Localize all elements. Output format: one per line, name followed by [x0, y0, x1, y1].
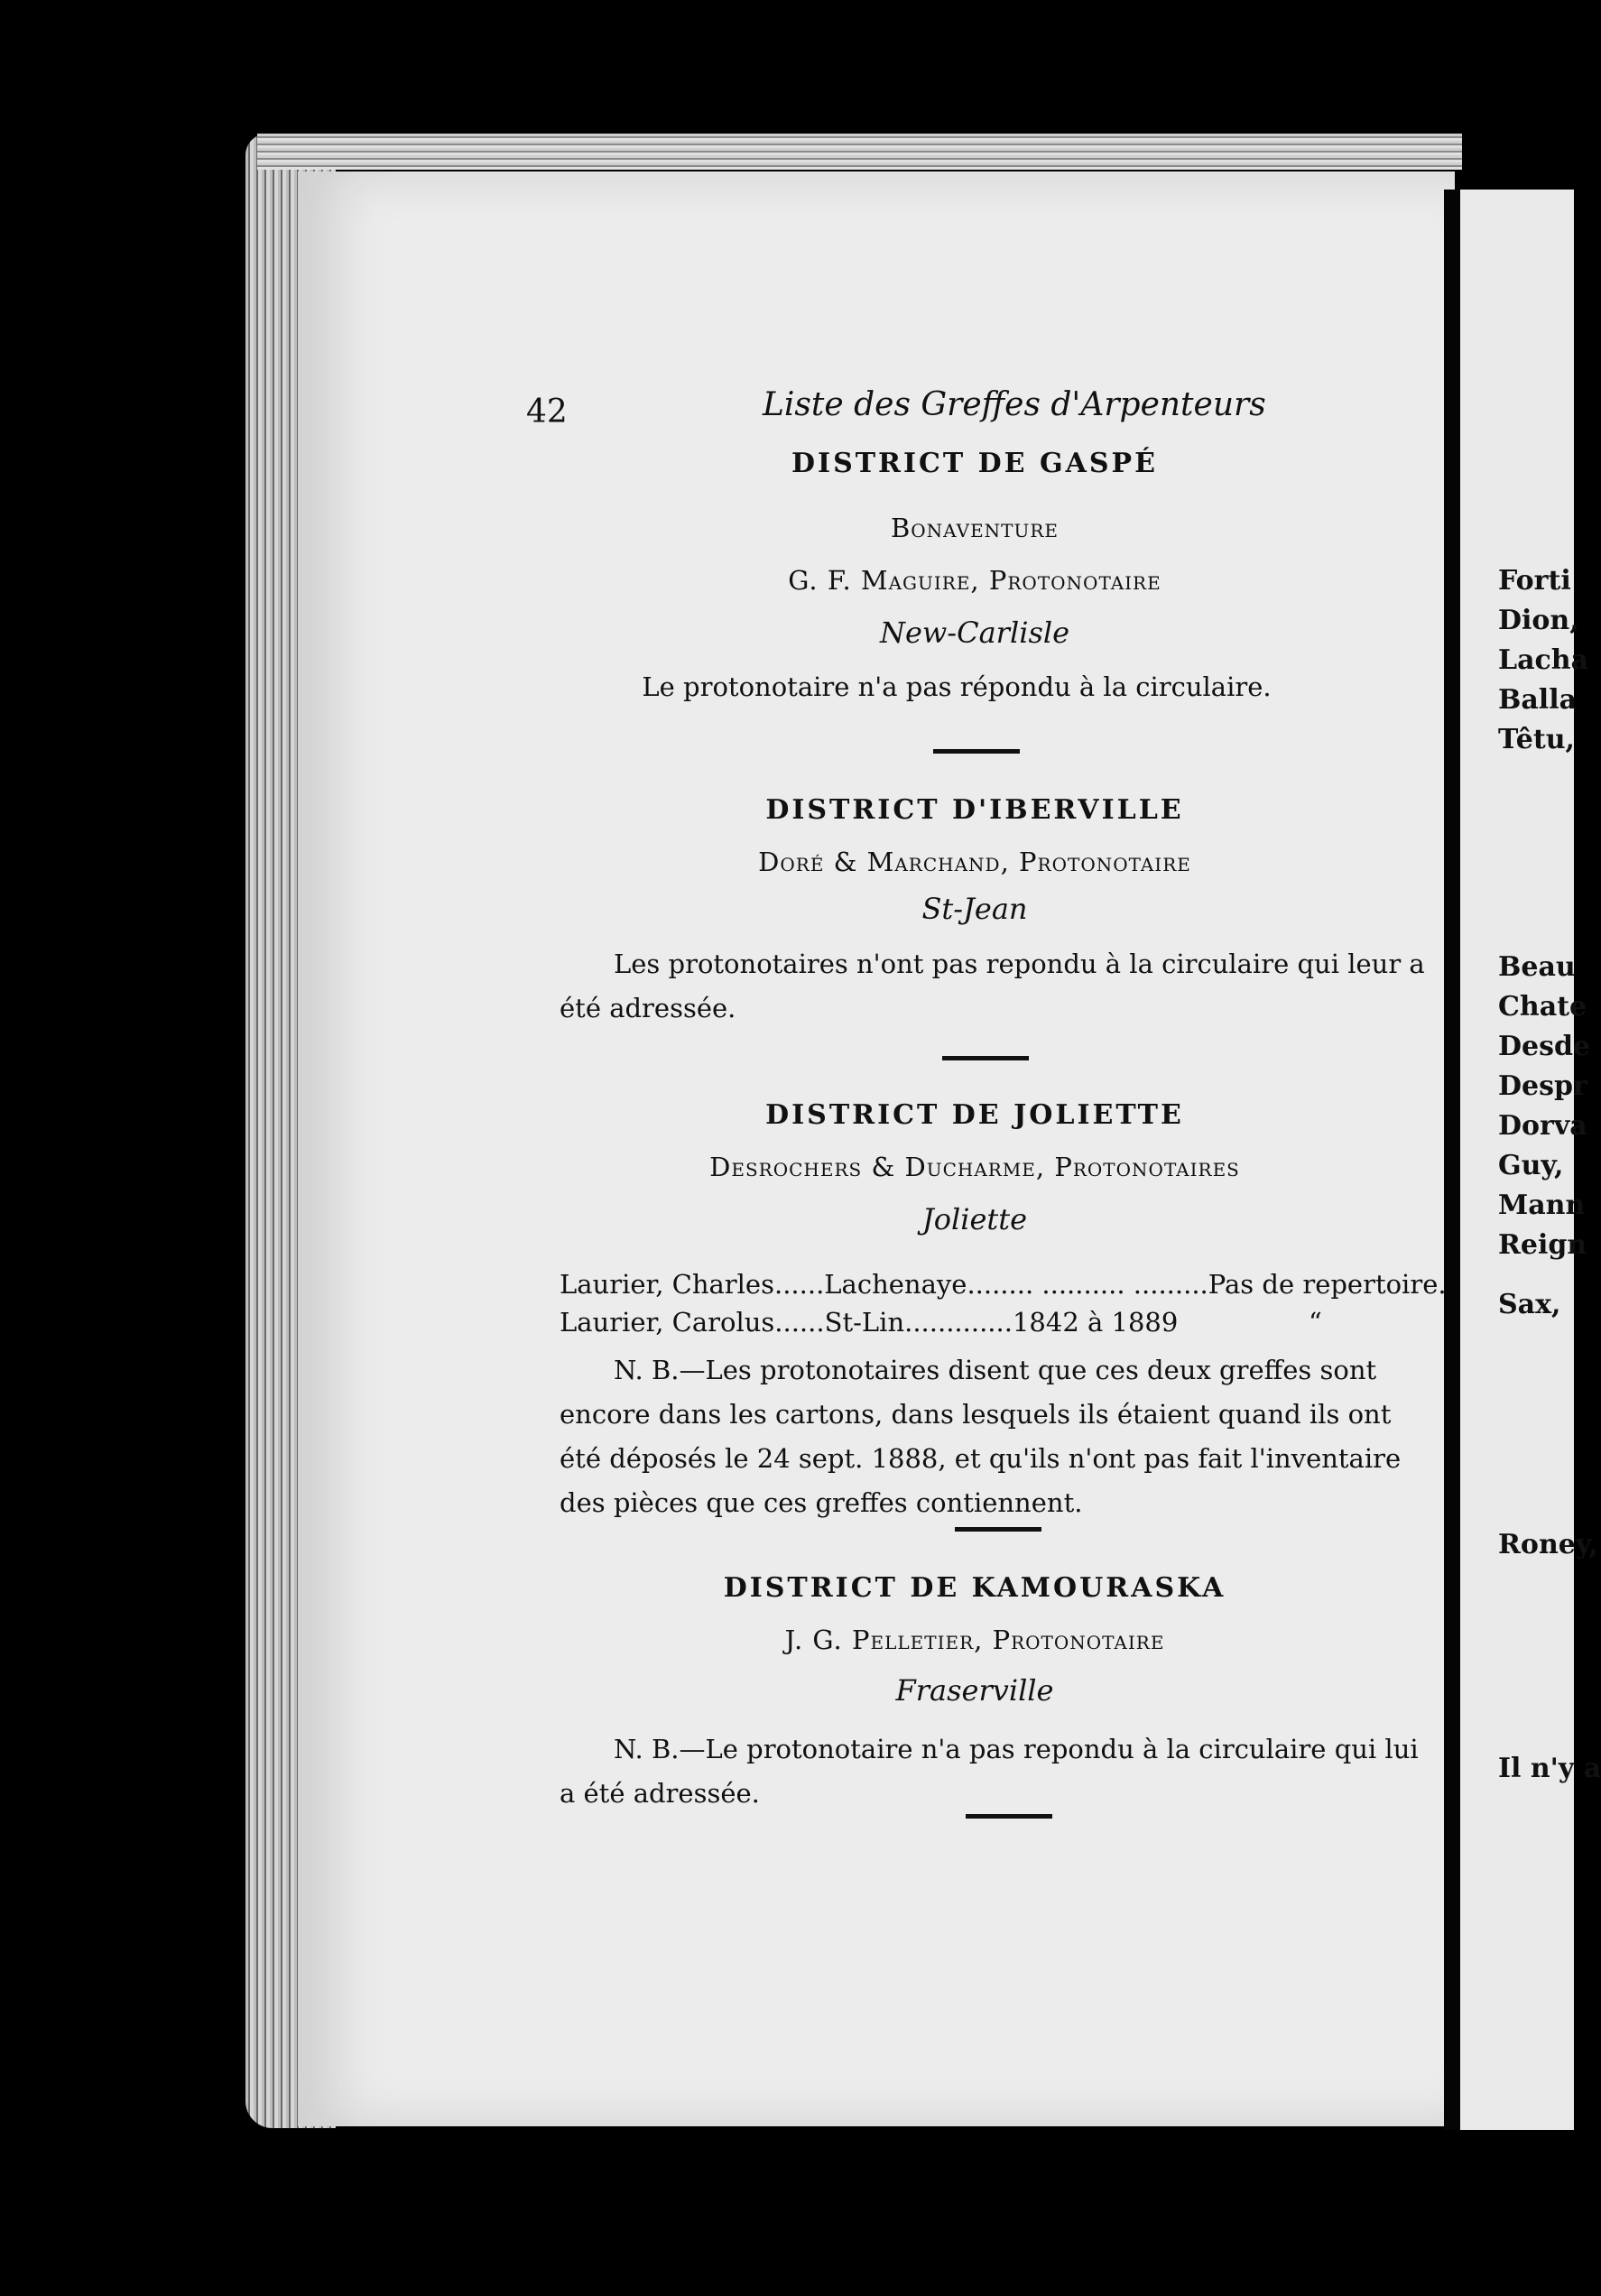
- section-divider: [966, 1814, 1052, 1819]
- section-divider: [955, 1527, 1041, 1532]
- place-name: Fraserville: [895, 1673, 1054, 1708]
- facing-text-fragment: Reign: [1498, 1229, 1587, 1261]
- protonotary-name: G. F. Maguire, Protonotaire: [788, 565, 1161, 596]
- county-name: Bonaventure: [890, 513, 1060, 543]
- facing-text-fragment: Mann: [1498, 1190, 1586, 1221]
- section-divider: [933, 749, 1020, 754]
- running-title: Liste des Greffes d'Arpenteurs: [763, 386, 1266, 423]
- facing-text-fragment: Guy,: [1498, 1150, 1564, 1181]
- protonotary-name: Doré & Marchand, Protonotaire: [758, 847, 1191, 877]
- entry-detail: 1842 à 1889: [1012, 1307, 1179, 1338]
- entry-detail: Pas de repertoire.: [1208, 1269, 1447, 1300]
- facing-text-fragment: Dorva: [1498, 1110, 1587, 1142]
- facing-text-fragment: Beau: [1498, 951, 1576, 983]
- page-edges-top: [257, 134, 1462, 170]
- district-note: N. B.—Les protonotaires disent que ces deux greffes sont encore dans les cartons, dans lesquels ils étaient quand ils ont été déposés le 24 sept. 1888, et qu'ils n'ont pas fait l'inventaire des pièces que ces greffes contiennent.: [560, 1355, 1402, 1518]
- facing-text-fragment: Il n'y a: [1498, 1753, 1601, 1784]
- entry-parish: St-Lin: [824, 1307, 905, 1338]
- facing-text-fragment: Balla: [1498, 684, 1578, 716]
- facing-text-fragment: Têtu,: [1498, 724, 1575, 755]
- entry-name: Laurier, Carolus: [560, 1307, 775, 1338]
- facing-text-fragment: Despr: [1498, 1070, 1587, 1102]
- district-kamouraska-title: DISTRICT DE KAMOURASKA: [723, 1572, 1226, 1604]
- district-iberville-title: DISTRICT D'IBERVILLE: [765, 794, 1184, 826]
- facing-text-fragment: Dion,: [1498, 605, 1579, 636]
- place-name: Joliette: [921, 1202, 1028, 1236]
- book-gutter: [1444, 190, 1460, 2130]
- facing-text-fragment: Roney,: [1498, 1529, 1598, 1560]
- protonotary-name: Desrochers & Ducharme, Protonotaires: [709, 1152, 1240, 1182]
- district-note: Les protonotaires n'ont pas repondu à la circulaire qui leur a été adressée.: [560, 949, 1425, 1023]
- place-name: St-Jean: [921, 892, 1028, 926]
- facing-text-fragment: Chate: [1498, 991, 1587, 1023]
- facing-text-fragment: Forti: [1498, 565, 1571, 597]
- facing-text-fragment: Desde: [1498, 1031, 1591, 1062]
- section-divider: [942, 1056, 1029, 1060]
- facing-text-fragment: Lacha: [1498, 644, 1589, 676]
- district-note: N. B.—Le protonotaire n'a pas repondu à la circulaire qui lui a été adressée.: [560, 1734, 1419, 1809]
- ditto-mark: “: [1309, 1307, 1322, 1338]
- district-joliette-title: DISTRICT DE JOLIETTE: [765, 1099, 1184, 1131]
- table-row: Laurier, Carolus......St-Lin.............1842 à 1889 “: [560, 1307, 1322, 1338]
- table-row: Laurier, Charles......Lachenaye........ .......... .........Pas de repertoire.: [560, 1269, 1447, 1300]
- district-note: Le protonotaire n'a pas répondu à la circulaire.: [642, 671, 1272, 702]
- district-gaspe-title: DISTRICT DE GASPÉ: [791, 448, 1158, 479]
- place-name: New-Carlisle: [879, 616, 1070, 650]
- entry-name: Laurier, Charles: [560, 1269, 774, 1300]
- page-number: 42: [526, 393, 568, 430]
- protonotary-name: J. G. Pelletier, Protonotaire: [784, 1625, 1165, 1655]
- facing-text-fragment: Sax,: [1498, 1289, 1561, 1320]
- entry-parish: Lachenaye: [824, 1269, 967, 1300]
